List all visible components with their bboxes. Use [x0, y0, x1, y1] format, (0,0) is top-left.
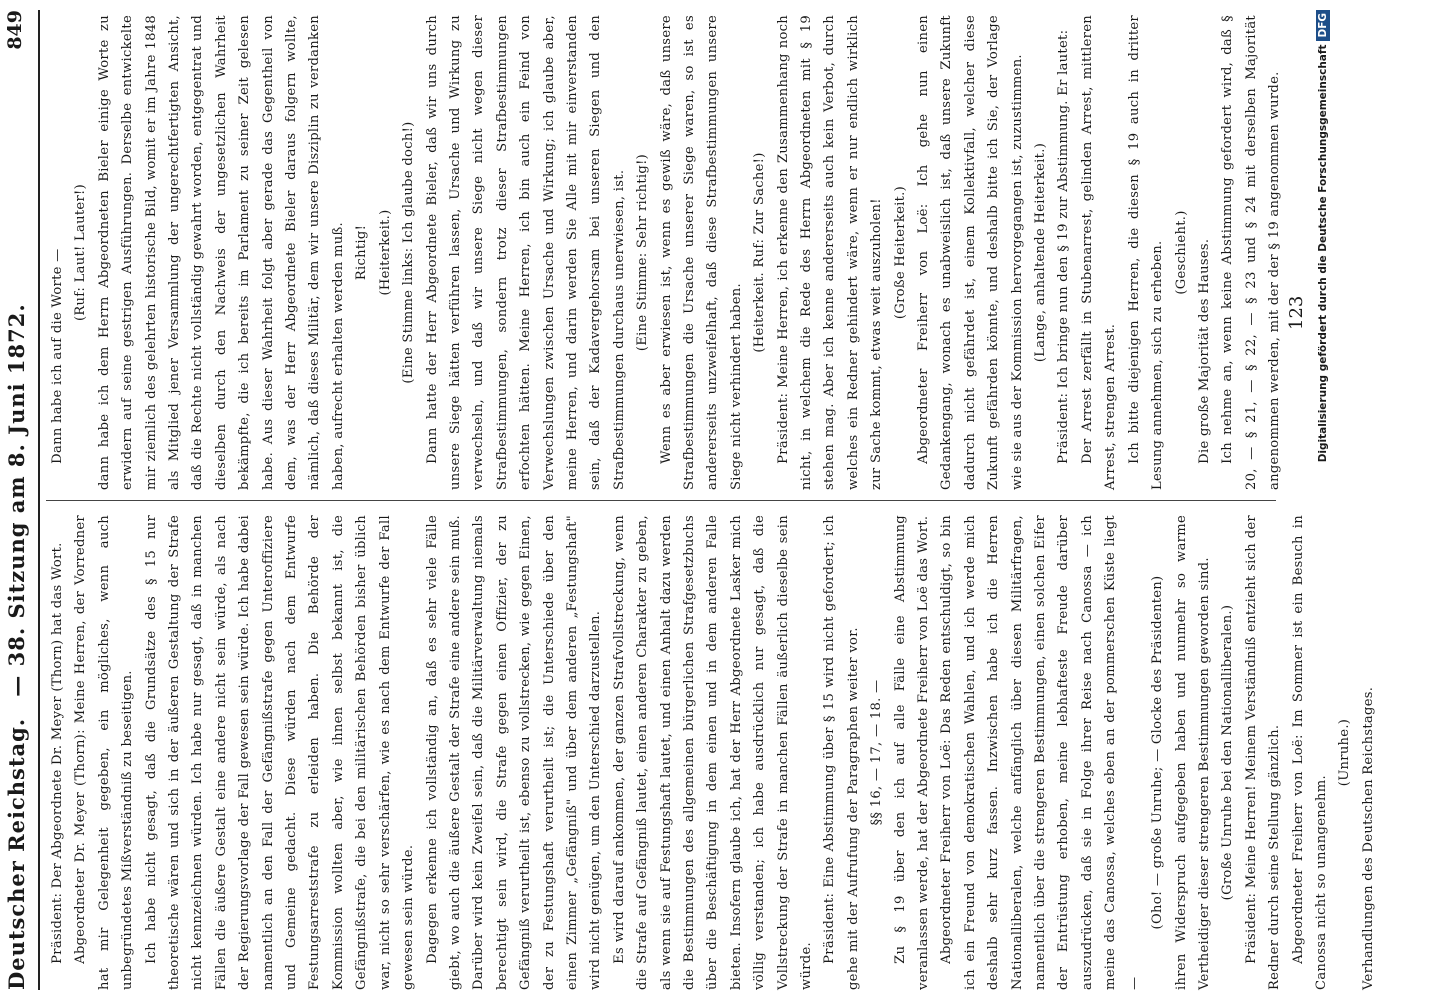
stage-direction: (Geschieht.): [1173, 210, 1189, 295]
paragraph: Abgeordneter Freiherr von Loë: Das Reden entschuldigt, so bin ich ein Freund von demokratischen Wahlen, und ich werde mich deshalb sehr kurz fassen. Inzwischen habe ich die Herren Nationalliberalen, welche anfänglich über diesen Militärfragen, namentlich über die strengeren Bestimmungen, einen solchen Eifer der Entrüstung erhoben, meine lebhafteste Freude darüber auszudrücken, daß sie in Folge ihrer Reise nach Canossa — ich meine das Canossa, welches eben an der pommerschen Küste liegt —: [939, 515, 1142, 990]
stage-direction: (Ruf: Laut! Lauter!): [73, 184, 89, 322]
column-divider: [46, 500, 1276, 501]
stage-direction: Richtig!: [354, 224, 370, 281]
paragraph: Die große Majorität des Hauses.: [1196, 238, 1212, 464]
paragraph: Präsident: Eine Abstimmung über § 15 wird nicht gefordert; ich gehe mit der Aufrufung der Paragraphen weiter vor.: [822, 515, 861, 990]
stage-direction: §§ 16, — 17, — 18. —: [869, 679, 885, 826]
scanned-page: [0, 10, 1376, 990]
header-rule: [38, 10, 40, 990]
stage-direction: (Oho! — große Unruhe; — Glocke des Präsidenten): [1150, 575, 1166, 930]
running-header: [0, 10, 30, 990]
paragraph: Verhandlungen des Deutschen Reichstages.: [1360, 686, 1376, 990]
paragraph: Präsident: Meine Herren, ich erkenne den Zusammenhang noch nicht, in welchem die Rede des Herrn Abgeordneten mit § 19 stehen mag. Aber ich kenne andererseits auch kein Verbot, durch welches ein Redner gehindert wäre, wenn er nur endlich wirklich zur Sache kommt, etwas weit auszuholen!: [775, 15, 885, 490]
paragraph: Abgeordneter Freiherr von Loë: Im Sommer ist ein Besuch in Canossa nicht so unangenehm.: [1290, 515, 1329, 990]
stage-direction: (Eine Stimme links: Ich glaube doch!): [401, 121, 417, 384]
paragraph: Ich bitte diejenigen Herren, die diesen § 19 auch in dritter Lesung annehmen, sich zu erheben.: [1126, 15, 1166, 490]
paragraph: Abgeordneter Dr. Meyer (Thorn): Meine Herren, der Vorredner hat mir Gelegenheit gegeben, ein mögliches, wenn auch unbegründetes Mißverständniß zu beseitigen.: [73, 515, 136, 990]
dfg-logo: DFG: [1316, 10, 1330, 41]
stage-direction: (Heiterkeit. Ruf: Zur Sache!): [752, 152, 768, 353]
stage-direction: (Große Heiterkeit.): [892, 185, 908, 320]
header-session: — 38. Sitzung am 8. Juni 1872.: [4, 303, 29, 697]
paragraph: Abgeordneter Freiherr von Loë: Ich gehe nun einen Gedankengang, wonach es unabweislich ist, daß unsere Zukunft dadurch nicht gefährdet ist, einem Kollektivfall, welcher diese Zukunft gefährden könnte, und deshalb bitte ich Sie, der Vorlage wie sie aus der Kommission hervorgegangen ist, zuzustimmen.: [916, 15, 1025, 490]
paragraph: Ich habe nicht gesagt, daß die Grundsätze des § 15 nur theoretische wären und sich in der äußeren Gestaltung der Strafe nicht kennzeichnen würden. Ich habe nur gesagt, daß in manchen Fällen die äußere Gestalt eine andere nicht sein würde, als nach der Regierungsvorlage der Fall gewesen sein würde. Ich habe dabei namentlich an den Fall der Gefängnißstrafe gegen Unteroffiziere und Gemeine gedacht. Diese würden nach dem Entwurfe Festungsarreststrafe zu erleiden haben. Die Behörde der Kommission wollten aber, wie ihnen selbst bekannt ist, die Gefängnißstrafe, die bei den militärischen Behörden bisher üblich war, nicht so sehr verschärfen, wie es nach dem Entwurfe der Fall gewesen sein würde.: [143, 515, 417, 990]
paragraph: dann habe ich dem Herrn Abgeordneten Bieler einige Worte zu erwidern auf seine gestrigen Ausführungen. Derselbe entwickelte mir ziemlich des gelehrten historische Bild, womit er im Jahre 1848 als Mitglied jener Versammlung der ungerechtfertigten Ansicht, daß die Rechte nicht vollständig gewahrt worden, entgegentrat und dieselben durch den Nachweis der ungesetzlichen Wahrheit bekämpfte, die ich bereits im Parlament zu seiner Zeit gelesen habe. Aus dieser Wahrheit folgt aber gerade das Gegentheil von dem, was der Herr Abgeordnete Bieler daraus folgern wollte, nämlich, daß dieses Militär, dem wir unsere Disziplin zu verdanken haben, aufrecht erhalten werden muß.: [96, 15, 346, 490]
digitization-credit: [1316, 10, 1330, 462]
paragraph: Dann hatte der Herr Abgeordnete Bieler, daß wir uns durch unsere Siege hätten verführen lassen, Ursache und Wirkung zu verwechseln, und daß wir unsere Siege nicht wegen dieser Strafbestimmungen, sondern trotz dieser Strafbestimmungen erfochten hätten. Meine Herren, ich bin auch ein Feind von Verwechslungen zwischen Ursache und Wirkung; ich glaube aber, meine Herren, und darin werden Sie Alle mit mir einverstanden sein, daß der Kadavergehorsam bei unseren Siegen und den Strafbestimmungen durchaus unerwiesen, ist.: [424, 15, 627, 490]
paragraph: Präsident: Ich bringe nun den § 19 zur Abstimmung. Er lautet:: [1056, 29, 1072, 464]
credit-text: Digitalisierung gefördert durch die Deutsche Forschungsgemeinschaft: [1317, 44, 1329, 463]
paragraph: Wenn es aber erwiesen ist, wenn es gewiß wäre, daß unsere Strafbestimmungen die Ursache unserer Siege waren, so ist es andererseits unzweifelhaft, daß diese Strafbestimmungen unsere Siege nicht verhindert haben.: [658, 15, 744, 490]
paragraph: Präsident: Der Abgeordnete Dr. Meyer (Thorn) hat das Wort.: [50, 542, 65, 964]
stage-direction: (Unruhe.): [1337, 718, 1353, 787]
stage-direction: (Heiterkeit.): [377, 209, 393, 296]
right-column: [46, 15, 1283, 490]
paragraph: Es wird darauf ankommen, der ganzen Strafvollstreckung, wenn die Strafe auf Gefängniß lautet, einen anderen Charakter zu geben, als wenn sie auf Festungshaft lautet, und einen Anhalt dazu werden die Bestimmungen des allgemeinen bürgerlichen Strafgesetzbuchs über die Beschäftigung in dem einen und in dem anderen Falle bieten. Insofern glaube ich, hat der Herr Abgeordnete Lasker mich völlig verstanden; ich habe ausdrücklich nur gesagt, daß die Vollstreckung der Strafe in manchen Fällen äußerlich dieselbe sein würde.: [611, 515, 814, 990]
footer-page-number: 123: [1286, 295, 1307, 330]
paragraph: Dann habe ich auf die Worte —: [50, 248, 65, 464]
paragraph: Ich nehme an, wenn keine Abstimmung gefordert wird, daß § 20, — § 21, — § 22, — § 23 und § 24 mit derselben Majorität angenommen werden, mit der der § 19 angenommen wurde.: [1220, 15, 1283, 490]
stage-direction: (Lange, anhaltende Heiterkeit.): [1033, 142, 1049, 363]
paragraph: ihren Widerspruch aufgegeben haben und nunmehr so warme Vertheidiger dieser strengeren Bestimmungen geworden sind.: [1173, 515, 1212, 990]
paragraph: Der Arrest zerfällt in Stubenarrest, gelinden Arrest, mittleren Arrest, strengen Arrest.: [1079, 15, 1119, 490]
stage-direction: (Eine Stimme: Sehr richtig!): [635, 153, 651, 352]
header-page-number: 849: [4, 10, 26, 50]
header-section: Deutscher Reichstag.: [4, 717, 29, 990]
left-column: [46, 515, 1376, 990]
stage-direction: (Große Unruhe bei den Nationalliberalen.): [1220, 604, 1236, 901]
paragraph: Dagegen erkenne ich vollständig an, daß es sehr viele Fälle giebt, wo auch die äußere Gestalt der Strafe eine andere sein muß. Darüber wird kein Zweifel sein, daß die Militärverwaltung niemals berechtigt sein wird, die Strafe gegen einen Offizier, der zu Gefängniß verurtheilt ist, ebenso zu vollstrecken, wie gegen Einen, der zu Festungshaft verurtheilt ist; die Unterschiede über den einen Zimmer „Gefängniß" und über dem anderen „Festungshaft" wird nicht genügen, um den Unterschied darzustellen.: [424, 515, 604, 990]
paragraph: Präsident: Meine Herren! Meinem Verständniß entzieht sich der Redner durch seine Stellung gänzlich.: [1243, 515, 1283, 990]
paragraph: Zu § 19 über den ich auf alle Fälle eine Abstimmung veranlassen werde, hat der Abgeordnete Freiherr von Loë das Wort.: [892, 515, 932, 990]
